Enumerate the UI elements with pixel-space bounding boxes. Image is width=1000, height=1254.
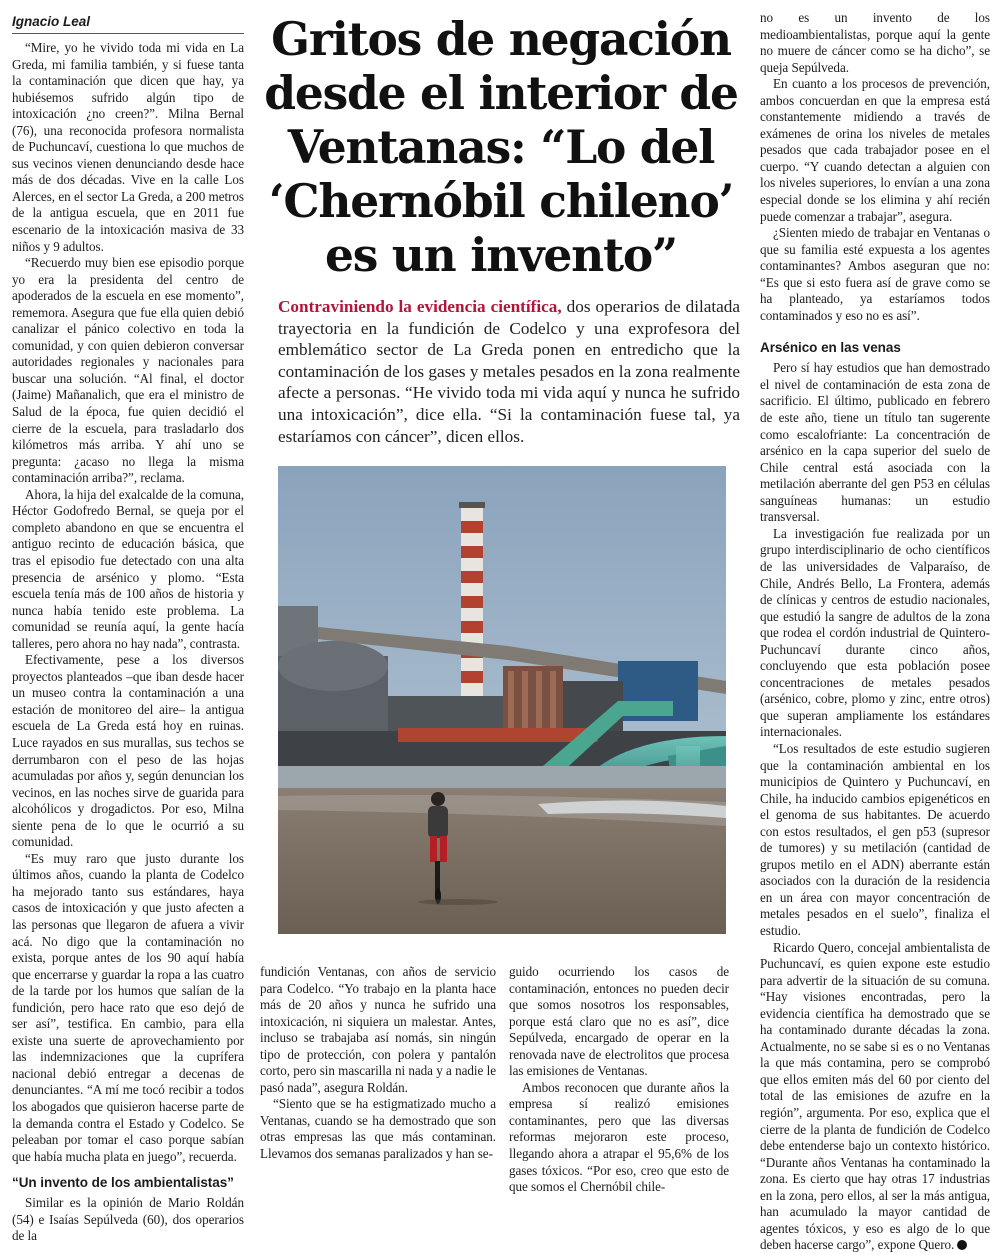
column-1: [12, 40, 244, 1245]
byline: Ignacio Leal: [12, 14, 91, 29]
paragraph-last: [760, 940, 990, 1254]
column-2-bottom: [260, 964, 496, 1163]
headline: [262, 12, 740, 282]
paragraph-last-text: Ricardo Quero, concejal ambientalista de Puchuncaví, es quien expone este estudio para advertir de la situación de su comuna. “Hay visiones encontradas, pero la evidencia científica ha demostrado que se ha contaminado durante décadas la zona. Actualmente, no se sabe si es o no Ventanas la que más contamina, pero se comprobó que ellos emiten más del 60 por ciento del total de las emisiones de azufre en la región”, argumenta. Por eso, explica que el cierre de la planta de fundición de Codelco debe entenderse bajo un contexto histórico. “Durante años Ventanas ha contaminado la zona. Es cierto que hay otras 17 industrias en la zona, pero ellos, al ser la más antigua, han acumulado la mayor cantidad de agentes tóxicos, y eso es algo de lo que deben hacerse cargo”, expone Quero.: [760, 939, 990, 1253]
paragraph: fundición Ventanas, con años de servicio para Codelco. “Yo trabajo en la planta hace más de 20 años y nunca he sufrido una intoxicación, ni siquiera un malestar. Antes, incluso se trabajaba así nomás, sin ningún tipo de protección, con polera y pantalón corto, pero sin mascarilla ni nada y a nadie le pasó nada”, asegura Roldán.: [260, 964, 496, 1095]
subhead-ambientalistas: “Un invento de los ambientalistas”: [12, 1175, 234, 1191]
paragraph: Similar es la opinión de Mario Roldán (54) e Isaías Sepúlveda (60), dos operarios de la: [12, 1195, 244, 1244]
subhead-arsenico: Arsénico en las venas: [760, 340, 901, 356]
headline-line: es un invento”: [325, 228, 677, 282]
paragraph: La investigación fue realizada por un grupo interdisciplinario de ocho científicos de las universidades de Valparaíso, de Chile, Andrés Bello, La Frontera, además de clínicas y centros de estudio nacionales, que estudió la sangre de adultos de la zona que rodea el cordón industrial de Quintero-Puchuncaví durante cinco años, concluyendo que esta población posee concentraciones de metales pesados (arsénico, cobre, plomo y zinc, entre otros) que superan ampliamente los estándares internacionales.: [760, 525, 990, 740]
photo-fundicion-ventanas: [278, 466, 726, 934]
paragraph: no es un invento de los medioambientalistas, porque aquí la gente no muere de cáncer como se ha dicho”, se queja Sepúlveda.: [760, 10, 990, 75]
lede: [278, 296, 740, 447]
column-4: [760, 10, 990, 1254]
paragraph: Ahora, la hija del exalcalde de la comuna, Héctor Godofredo Bernal, se queja por el completo abandono en que se encuentra el antiguo recinto de educación básica, que tras el episodio fue detectado con una alta presencia de arsénico y plomo. “Esta escuela tenía más de 100 años de historia y nunca había tenido este problema. La comunidad se reunía aquí, la gente hacía talleres, pero ahora no hay nada”, contrasta.: [12, 486, 244, 651]
headline-line: Gritos de negación: [271, 12, 731, 66]
lede-text: dos operarios de dilatada trayectoria en la fundición de Codelco y una exprofesora del emblemático sector de La Greda ponen en entredicho que la contaminación de los gases y metales pesados en la zona realmente afecte a personas. “He vivido toda mi vida aquí y nunca he sufrido una intoxicación”, dice ella. “Si la contaminación fuese tal, ya estaríamos con cáncer”, dicen ellos.: [278, 297, 741, 446]
paragraph: Ambos reconocen que durante años la empresa sí realizó emisiones contaminantes, pero que las diversas reformas mejoraron este proceso, llegando ahora a atrapar el 95,6% de los gases tóxicos. “Por eso, creo que esto de que somos el Chernóbil chile-: [509, 1079, 729, 1195]
paragraph: “Recuerdo muy bien ese episodio porque yo era la presidenta del centro de apoderados de la escuela en ese momento”, rememora. Asegura que fue ella quien debió canalizar el pánico colectivo en toda la comunidad, y con quien debieron conversar autoridades regionales y nacionales para buscar una solución. “Al final, el doctor (Jaime) Mañanalich, que era el ministro de Salud de la época, fue quien decidió el cierre de la escuela, para trasladarlo dos kilómetros más arriba. Y ahí uno se pregunta: ¿acaso no llega la misma contaminación arriba?”, reclama.: [12, 255, 244, 486]
paragraph: Efectivamente, pese a los diversos proyectos planteados –que iban desde hacer un museo contra la contaminación a una estación de monitoreo del aire– la antigua escuela de La Greda está hoy en ruinas. Luce rayados en sus murallas, sus techos se derrumbaron con el peso de las hojas acumuladas por años y, según denuncian los vecinos, en las noches sirve de guarida para alcohólicos y drogadictos. Por eso, Milna siente pena de lo que le ocurrió a su comunidad.: [12, 652, 244, 850]
paragraph: Pero sí hay estudios que han demostrado el nivel de contaminación de esta zona de sacrificio. El último, publicado en febrero de este año, tiene un título tan sugerente como escalofriante: La concentración de arsénico en la capa superior del suelo de Chile central está asociada con la metilación aberrante del gen P53 en células sanguíneas humanas: un estudio transversal.: [760, 360, 990, 525]
lede-kicker: Contraviniendo la evidencia científica,: [278, 297, 562, 316]
paragraph: “Es muy raro que justo durante los últimos años, cuando la planta de Codelco ha mejorado tanto sus estándares, haya casos de intoxicación y que justo afecten a las personas que llegaron de afuera a vivir acá. No digo que la contaminación no exista, porque antes de los 90 aquí había que encerrarse y guardar la ropa a las cuatro de la tarde por los humos que salían de la fundición, pero hace rato que eso dejó de ser así”, testifica. En cambio, para ella existe una suerte de aprovechamiento por las indemnizaciones que la cuprífera nacional debió entregar a decenas de denunciantes. “A mí me tocó recibir a todos los abogados que quisieron hacerse parte de la demanda contra el Estado y Codelco. Se peleaban por tomar el caso porque sabían que había mucha plata en juego”, recuerda.: [12, 850, 244, 1164]
headline-line: ‘Chernóbil chileno’: [268, 174, 734, 228]
paragraph: “Mire, yo he vivido toda mi vida en La Greda, mi familia también, y si fuese tanta la contaminación que dicen que hay, ya hubiésemos sufrido algún tipo de intoxicación ¿no creen?”. Milna Bernal (76), una reconocida profesora normalista de Puchuncaví, cuestiona lo que muchos de sus vecinos vienen denunciando desde hace más de dos décadas. Vive en la calle Los Alerces, en el sector La Greda, a 200 metros de la antigua escuela, que en 2011 fue escenario de la intoxicación masiva de 33 niños y 9 adultos.: [12, 40, 244, 254]
paragraph: En cuanto a los procesos de prevención, ambos concuerdan en que la empresa está constantemente midiendo a través de exámenes de orina los niveles de metales pesados que cada trabajador posee en el cuerpo. “Y cuando detectan a alguien con los niveles superiores, lo envían a una zona especial donde se los elimina y ahí recién puede comenzar a trabajar”, asegura.: [760, 76, 990, 224]
paragraph: “Siento que se ha estigmatizado mucho a Ventanas, cuando se ha demostrado que son otras empresas las que más contaminan. Llevamos dos semanas paralizados y han se-: [260, 1096, 496, 1162]
headline-line: Ventanas: “Lo del: [287, 120, 715, 174]
end-mark-icon: [957, 1240, 967, 1250]
paragraph: guido ocurriendo los casos de contaminación, entonces no pueden decir que somos nosotros los responsables, porque está claro que no es así”, dice Sepúlveda, encargado de operar en la renovada nave de electrolitos que procesa las emisiones de Ventanas.: [509, 964, 729, 1079]
paragraph: “Los resultados de este estudio sugieren que la contaminación ambiental en los municipios de Quintero y Puchuncaví, en Chile, ha inducido cambios epigenéticos en el genoma de sus habitantes. De acuerdo con estos resultados, el gen p53 (supresor de tumores) y su metilación (cantidad de grupos metilo en el ADN) aberrante están asociados con la duración de la residencia en un área con mayor concentración de metales pesados en el suelo”, finaliza el estudio.: [760, 740, 990, 938]
column-3-bottom: [509, 964, 729, 1196]
byline-rule: [12, 33, 244, 34]
headline-line: desde el interior de: [264, 66, 738, 120]
paragraph: ¿Sienten miedo de trabajar en Ventanas o que su familia esté expuesta a los agentes contaminantes? Ambos aseguran que no: “Es que si esto fuera así de grave como se ha planteado, ya estaríamos todos contaminados y eso no es así”.: [760, 225, 990, 323]
